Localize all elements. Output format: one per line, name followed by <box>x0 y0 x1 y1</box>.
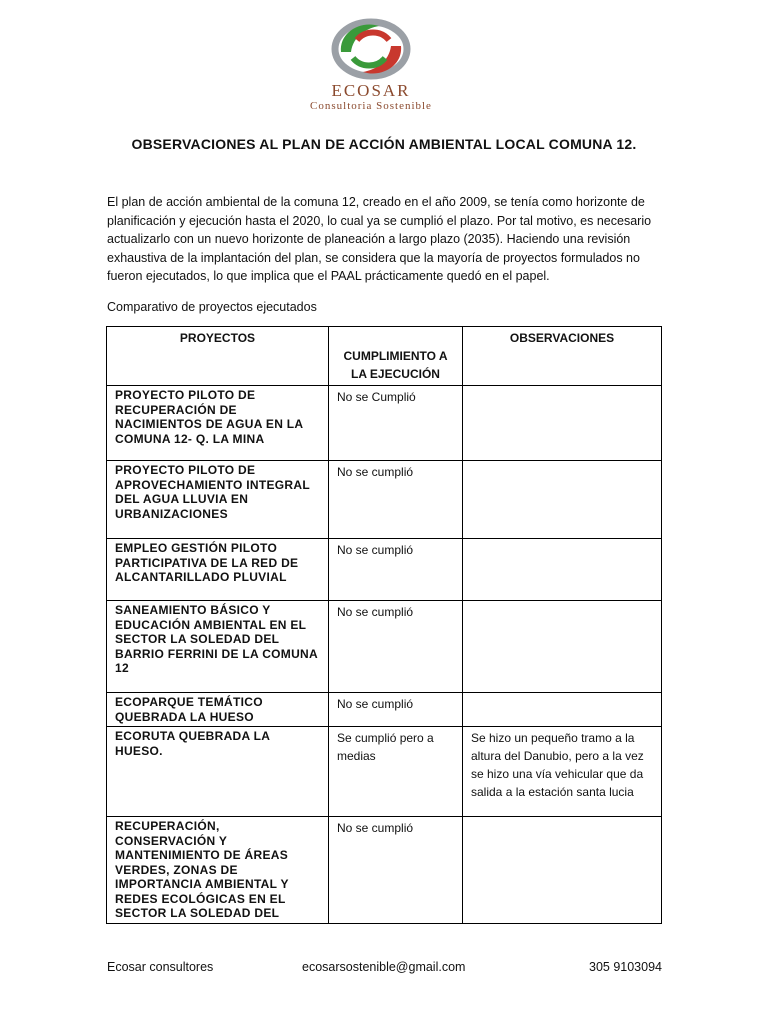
cell-observacion <box>463 386 662 461</box>
table-row <box>107 727 662 817</box>
cell-cumplimiento: No se cumplió <box>329 817 463 924</box>
cell-observacion <box>463 601 662 693</box>
cell-observacion <box>463 693 662 727</box>
cell-cumplimiento: No se cumplió <box>329 693 463 727</box>
cell-proyecto: PROYECTO PILOTO DE APROVECHAMIENTO INTEGRAL DEL AGUA LLUVIA EN URBANIZACIONES <box>107 461 329 539</box>
table-row <box>107 817 662 924</box>
footer-phone: 305 9103094 <box>589 960 662 974</box>
cell-cumplimiento: Se cumplió pero a medias <box>329 727 463 817</box>
cell-observacion <box>463 461 662 539</box>
table-row <box>107 601 662 693</box>
table-row <box>107 693 662 727</box>
ecosar-logo-icon <box>331 18 411 80</box>
cell-observacion <box>463 817 662 924</box>
cell-proyecto: SANEAMIENTO BÁSICO Y EDUCACIÓN AMBIENTAL EN EL SECTOR LA SOLEDAD DEL BARRIO FERRINI DE LA COMUNA 12 <box>107 601 329 693</box>
cell-proyecto: RECUPERACIÓN, CONSERVACIÓN Y MANTENIMIENTO DE ÁREAS VERDES, ZONAS DE IMPORTANCIA AMBIENTAL Y REDES ECOLÓGICAS EN EL SECTOR LA SOLEDAD DEL <box>107 817 329 924</box>
logo-tagline: Consultoria Sostenible <box>310 100 432 112</box>
footer-company: Ecosar consultores <box>107 960 214 974</box>
cell-observacion: Se hizo un pequeño tramo a la altura del Danubio, pero a la vez se hizo una vía vehicular que da salida a la estación santa lucia <box>463 727 662 817</box>
projects-table <box>106 326 662 924</box>
table-header-row <box>107 327 662 386</box>
header-observaciones: OBSERVACIONES <box>463 327 662 386</box>
cell-proyecto: ECORUTA QUEBRADA LA HUESO. <box>107 727 329 817</box>
cell-observacion <box>463 539 662 601</box>
table-row <box>107 386 662 461</box>
table-row <box>107 461 662 539</box>
logo-name: ECOSAR <box>331 81 411 100</box>
document-title: OBSERVACIONES AL PLAN DE ACCIÓN AMBIENTAL LOCAL COMUNA 12. <box>131 136 637 152</box>
footer-email: ecosarsostenible@gmail.com <box>302 960 466 974</box>
table-caption: Comparativo de proyectos ejecutados <box>107 300 317 314</box>
cell-cumplimiento: No se cumplió <box>329 461 463 539</box>
cell-cumplimiento: No se cumplió <box>329 539 463 601</box>
header-cumplimiento: CUMPLIMIENTO A LA EJECUCIÓN <box>329 327 463 386</box>
table-row <box>107 539 662 601</box>
header-proyectos: PROYECTOS <box>107 327 329 386</box>
cell-proyecto: PROYECTO PILOTO DE RECUPERACIÓN DE NACIMIENTOS DE AGUA EN LA COMUNA 12- Q. LA MINA <box>107 386 329 461</box>
company-logo <box>296 18 446 118</box>
intro-paragraph: El plan de acción ambiental de la comuna 12, creado en el año 2009, se tenía como horizonte de planificación y ejecución hasta el 2020, lo cual ya se cumplió el plazo. Por tal motivo, es necesario actualizarlo con un nuevo horizonte de planeación a largo plazo (2035). Haciendo una revisión exhaustiva de la implantación del plan, se considera que la mayoría de proyectos formulados no fueron ejecutados, lo que implica que el PAAL prácticamente quedó en el papel. <box>107 195 652 283</box>
cell-cumplimiento: No se cumplió <box>329 601 463 693</box>
cell-proyecto: ECOPARQUE TEMÁTICO QUEBRADA LA HUESO <box>107 693 329 727</box>
cell-cumplimiento: No se Cumplió <box>329 386 463 461</box>
cell-proyecto: EMPLEO GESTIÓN PILOTO PARTICIPATIVA DE LA RED DE ALCANTARILLADO PLUVIAL <box>107 539 329 601</box>
